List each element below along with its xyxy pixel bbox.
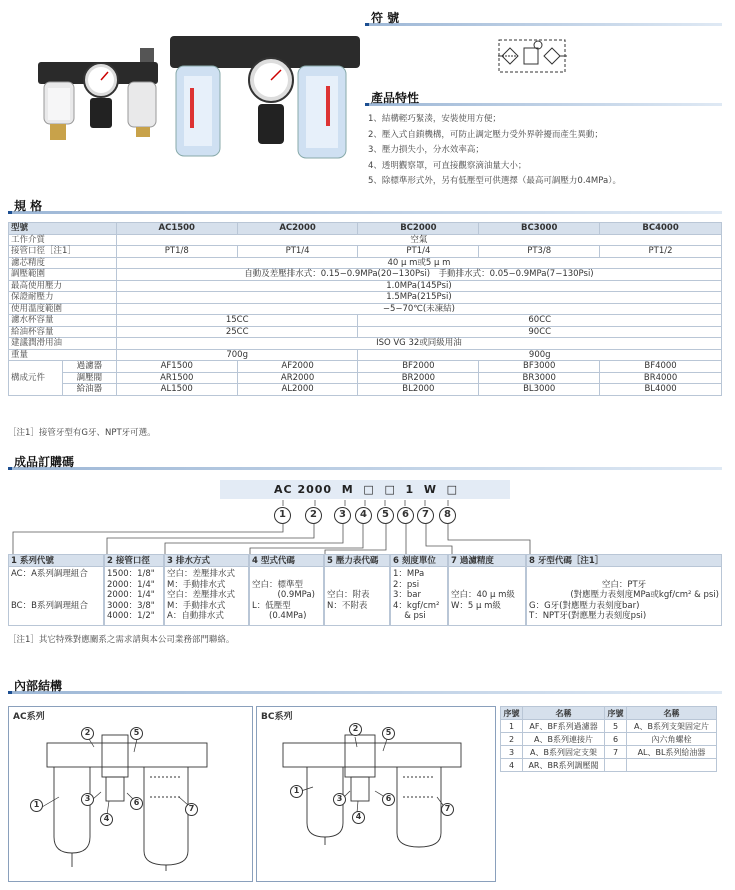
table-row	[9, 223, 722, 235]
table-row: 構成元件 過濾器 AF1500 AF2000 BF2000 BF3000 BF4000	[9, 361, 722, 373]
internal-heading: 內部結構	[8, 676, 722, 694]
table-row: 2 A、B系列連接片 6 內六角螺栓	[501, 733, 717, 746]
ac-diagram	[8, 706, 253, 882]
table-row: 濾水杯容量 15CC 60CC	[9, 315, 722, 327]
table-row: 3 A、B系列固定支架 7 AL、BL系列給油器	[501, 746, 717, 759]
table-row: 使用溫度範圍 −5−70℃(未凍結)	[9, 303, 722, 315]
option-type: 4 型式代碼 空白：標準型 (0.9MPa) L：低壓型 (0.4MPa)	[249, 554, 324, 626]
order-num-3: 3	[334, 507, 351, 524]
table-row: 4 AR、BR系列調壓閥	[501, 759, 717, 772]
order-num-6: 6	[397, 507, 414, 524]
table-header: 序號	[501, 707, 523, 720]
ac-label: AC系列	[13, 712, 45, 722]
table-row: 建議潤滑用油 ISO VG 32或同級用油	[9, 338, 722, 350]
order-code-bar	[220, 480, 510, 499]
bc-diagram	[256, 706, 496, 882]
spec-note: ［注1］接管牙型有G牙、NPT牙可選。	[8, 428, 156, 438]
callout-1: 1	[290, 785, 303, 798]
frl-symbol-icon	[498, 36, 568, 79]
callout-5: 5	[382, 727, 395, 740]
table-row: 濾芯精度 40 μ m或5 μ m	[9, 257, 722, 269]
table-row: 保證耐壓力 1.5MPa(215Psi)	[9, 292, 722, 304]
table-header: 型號	[9, 223, 117, 235]
feature-item: 2、壓入式自鎖機構，可防止調定壓力受外界幹擾而產生異動；	[368, 129, 603, 140]
table-row: 工作介質 空氣	[9, 234, 722, 246]
option-drain: 3 排水方式 空白：差壓排水式 M：手動排水式 空白：差壓排水式 M：手動排水式 A：自動排水式	[164, 554, 249, 626]
bc-label: BC系列	[261, 712, 293, 722]
feature-item: 5、除標準形式外，另有低壓型可供選擇（最高可調壓力0.4MPa）。	[368, 176, 621, 186]
table-header: BC4000	[600, 223, 722, 235]
callout-3: 3	[81, 793, 94, 806]
order-num-2: 2	[305, 507, 322, 524]
features-heading: 產品特性	[365, 88, 722, 106]
order-note: ［注1］其它特殊對應關系之需求請與本公司業務部門聯絡。	[8, 635, 235, 645]
callout-4: 4	[100, 813, 113, 826]
callout-7: 7	[185, 803, 198, 816]
option-filter: 7 過濾精度 空白：40 μ m級 W：5 μ m級	[448, 554, 526, 626]
callout-5: 5	[130, 727, 143, 740]
table-row: 最高使用壓力 1.0MPa(145Psi)	[9, 280, 722, 292]
table-header: AC1500	[116, 223, 237, 235]
option-port: 2 接管口徑 1500：1/8" 2000：1/4" 2000：1/4" 3000：3/8" 4000：1/2"	[104, 554, 164, 626]
callout-1: 1	[30, 799, 43, 812]
callout-6: 6	[382, 793, 395, 806]
option-unit: 6 刻度單位 1：MPa 2：psi 3：bar 4：kgf/cm² & psi	[390, 554, 448, 626]
order-num-1: 1	[274, 507, 291, 524]
table-row: 接管口徑［注1］ PT1/8 PT1/4 PT1/4 PT3/8 PT1/2	[9, 246, 722, 258]
option-thread: 8 牙型代碼［注1］ 空白：PT牙 (對應壓力表刻度MPa或kgf/cm² & psi) G：G牙(對應壓力表刻度bar) T：NPT牙(對應壓力表刻度psi)	[526, 554, 722, 626]
table-header: BC2000	[358, 223, 479, 235]
table-row: 調壓閥 AR1500 AR2000 BR2000 BR3000 BR4000	[9, 372, 722, 384]
callout-6: 6	[130, 797, 143, 810]
features-list	[368, 112, 621, 190]
callout-7: 7	[441, 803, 454, 816]
table-header: AC2000	[237, 223, 358, 235]
table-header: 名稱	[627, 707, 717, 720]
table-row: 給油器 AL1500 AL2000 BL2000 BL3000 BL4000	[9, 384, 722, 396]
callout-4: 4	[352, 811, 365, 824]
feature-item: 3、壓力損失小，分水效率高；	[368, 145, 484, 155]
callout-3: 3	[333, 793, 346, 806]
product-photo	[36, 30, 366, 170]
table-header: 名稱	[523, 707, 605, 720]
table-row: 重量 700g 900g	[9, 349, 722, 361]
spec-heading: 規 格	[8, 196, 722, 214]
feature-item: 1、結構輕巧緊湊，安裝使用方便；	[368, 114, 501, 124]
table-row: 1 AF、BF系列過濾器 5 A、B系列支架固定片	[501, 720, 717, 733]
callout-2: 2	[349, 723, 362, 736]
table-header: BC3000	[479, 223, 600, 235]
table-row	[501, 707, 717, 720]
spec-table	[8, 222, 722, 396]
table-header: 序號	[605, 707, 627, 720]
option-series: 1 系列代號 AC：A系列調理組合 BC：B系列調理組合	[8, 554, 104, 626]
symbol-heading: 符 號	[365, 8, 722, 26]
order-code: AC 2000 M □ □ 1 W □	[274, 483, 459, 496]
order-num-5: 5	[377, 507, 394, 524]
table-row: 調壓範圍 自動及差壓排水式：0.15−0.9MPa(20−130Psi) 手動排水式：0.05−0.9MPa(7−130Psi)	[9, 269, 722, 281]
order-heading: 成品訂購碼	[8, 452, 722, 470]
table-row: 給油杯容量 25CC 90CC	[9, 326, 722, 338]
order-num-7: 7	[417, 507, 434, 524]
order-num-8: 8	[439, 507, 456, 524]
feature-item: 4、透明觀察罩，可直接觀察滴油量大小；	[368, 160, 527, 171]
callout-2: 2	[81, 727, 94, 740]
parts-table	[500, 706, 717, 772]
order-num-4: 4	[355, 507, 372, 524]
option-gauge: 5 壓力表代碼 空白：附表 N：不附表	[324, 554, 390, 626]
